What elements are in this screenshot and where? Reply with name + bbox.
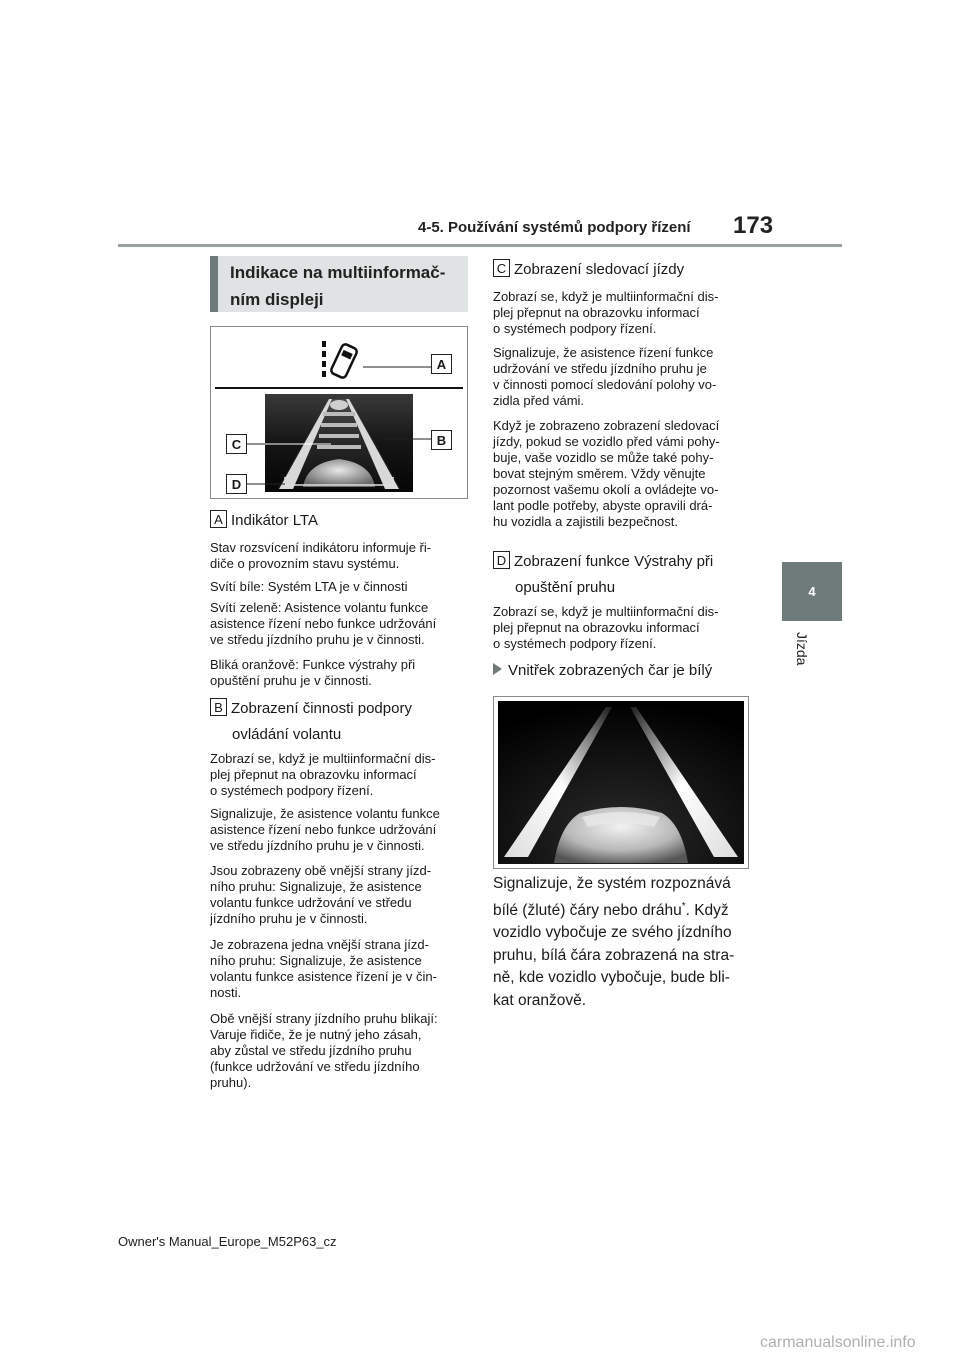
item-b-para-3: Jsou zobrazeny obě vnější strany jízd- ního pruhu: Signalizuje, že asistence volantu funkce udržování ve středu jízdního pruhu je v činnosti. <box>210 863 432 926</box>
lane-lines-illustration <box>494 697 748 868</box>
final-paragraph: Signalizuje, že systém rozpoznává bílé (žluté) čáry nebo dráhu*. Když vozidlo vybočuje ze svého jízdního pruhu, bílá čára zobrazená na stra- ně, kde vozidlo vybočuje, bude bli- kat oranžově. <box>493 875 735 1009</box>
callout-b: B <box>431 430 452 450</box>
callout-a: A <box>431 354 452 374</box>
item-b-para-4: Je zobrazena jedna vnější strana jízd- ního pruhu: Signalizuje, že asistence volantu funkce asistence řízení je v čin- nosti. <box>210 937 437 1000</box>
page-number: 173 <box>733 212 774 239</box>
chapter-tab <box>782 562 842 621</box>
item-c-para-2: Signalizuje, že asistence řízení funkce udržování ve středu jízdního pruhu je v činnosti pomocí sledování polohy vo- zidla před vámi. <box>493 345 717 408</box>
figure-lane-lines <box>493 696 749 869</box>
section-title-line2: ním displeji <box>230 290 324 309</box>
following-bar-1 <box>323 412 355 416</box>
following-bar-2 <box>321 423 357 427</box>
item-a-para-2: Svítí bíle: Systém LTA je v činnosti <box>210 579 408 594</box>
item-c-para-3: Když je zobrazeno zobrazení sledovací jízdy, pokud se vozidlo před vámi pohy- buje, vaše vozidlo se může také pohy- bovat stejným směrem. Vždy věnujte pozornost vašemu okolí a ovládejte vo- lant podle potřeby, abyste opravili drá- hu vozidla a zajistili bezpečnost. <box>493 418 720 529</box>
section-title-line1: Indikace na multiinformač- <box>230 263 446 282</box>
lta-indicator-icon <box>324 341 358 380</box>
item-a-letter: A <box>210 510 227 528</box>
footnote-marker: * <box>681 900 686 912</box>
callout-c: C <box>226 434 247 454</box>
item-d-heading: D Zobrazení funkce Výstrahy při opuštění pruhu <box>493 550 713 600</box>
item-c-heading: C Zobrazení sledovací jízdy <box>493 258 684 282</box>
section-title-box <box>210 256 468 312</box>
item-d-letter: D <box>493 551 510 569</box>
following-bar-3 <box>319 434 359 438</box>
footer-doc-id: Owner's Manual_Europe_M52P63_cz <box>118 1234 337 1249</box>
header-rule <box>118 244 842 247</box>
bullet-item: Vnitřek zobrazených čar je bílý <box>493 659 712 683</box>
item-b-para-2: Signalizuje, že asistence volantu funkce asistence řízení nebo funkce udržování ve středu jízdního pruhu je v činnosti. <box>210 806 440 853</box>
chapter-number: 4 <box>808 584 816 599</box>
item-a-para-4: Bliká oranžově: Funkce výstrahy při opuštění pruhu je v činnosti. <box>210 657 416 688</box>
lead-vehicle <box>330 400 348 410</box>
callout-d: D <box>226 474 247 494</box>
item-a-para-1: Stav rozsvícení indikátoru informuje ři- diče o provozním stavu systému. <box>210 540 432 571</box>
figure-lta-display <box>210 326 468 499</box>
item-c-para-1: Zobrazí se, když je multiinformační dis- plej přepnut na obrazovku informací o systémech podpory řízení. <box>493 289 719 336</box>
item-b-letter: B <box>210 698 227 716</box>
item-b-heading: B Zobrazení činnosti podpory ovládání volantu <box>210 697 412 747</box>
item-c-letter: C <box>493 259 510 277</box>
watermark: carmanualsonline.info <box>760 1334 916 1351</box>
section-header: 4-5. Používání systémů podpory řízení <box>418 219 691 236</box>
chapter-label: Jízda <box>794 632 810 666</box>
bullet-triangle-icon <box>493 663 502 675</box>
item-a-para-3: Svítí zeleně: Asistence volantu funkce asistence řízení nebo funkce udržování ve středu jízdního pruhu je v činnosti. <box>210 600 437 647</box>
item-b-para-5: Obě vnější strany jízdního pruhu blikají: Varuje řidiče, že je nutný jeho zásah, aby zůstal ve středu jízdního pruhu (funkce udržování ve středu jízdního pruhu). <box>210 1011 438 1090</box>
item-a-heading: A Indikátor LTA <box>210 509 318 533</box>
display-illustration <box>211 327 467 498</box>
item-d-para-1: Zobrazí se, když je multiinformační dis- plej přepnut na obrazovku informací o systémech podpory řízení. <box>493 604 719 651</box>
item-b-para-1: Zobrazí se, když je multiinformační dis- plej přepnut na obrazovku informací o systémech podpory řízení. <box>210 751 436 798</box>
following-bar-4 <box>317 445 361 449</box>
